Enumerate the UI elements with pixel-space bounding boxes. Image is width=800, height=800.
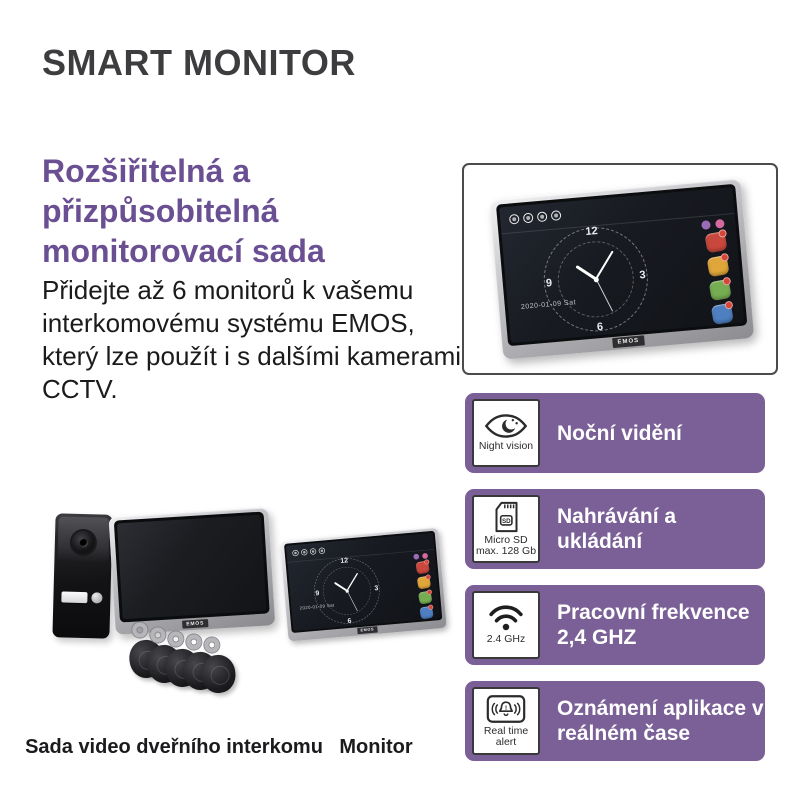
- wifi-icon: [488, 604, 524, 632]
- wifi-iconbox: [472, 591, 540, 659]
- monitor-screen: [499, 187, 744, 343]
- feature-realtime-alert: [465, 681, 765, 761]
- monitor-screen: [286, 533, 440, 631]
- kit-monitor-bezel: [114, 512, 270, 623]
- door-intercom-product-image: [52, 513, 112, 638]
- monitor-frame: [490, 178, 755, 359]
- purple-dot-icon: [413, 554, 419, 560]
- call-app-icon: [705, 231, 728, 253]
- intercom-app-icon: [418, 591, 432, 605]
- pink-dot-icon: [715, 219, 725, 229]
- micro-sd-icon: [494, 501, 519, 533]
- clock-number-6: 6: [596, 320, 604, 334]
- brand-label: EMOS: [182, 619, 208, 629]
- intro-heading: Rozšiřitelná a přizpůsobitelná monitorovací sada: [42, 153, 325, 269]
- clock-number-3: 3: [638, 268, 647, 282]
- clock-center-cap: [593, 277, 598, 282]
- screen-status-icons: [509, 210, 562, 224]
- night-vision-icon: [484, 413, 528, 439]
- icon-caption: Micro SD max. 128 Gb: [475, 533, 537, 557]
- icon-caption: 2.4 GHz: [486, 633, 526, 646]
- micro-sd-iconbox: [472, 495, 540, 563]
- call-app-icon: [415, 561, 429, 575]
- monitor-bezel: [284, 531, 442, 633]
- screen-app-icons: [705, 232, 733, 324]
- clock-number-12: 12: [584, 224, 599, 239]
- monitor-bezel: [496, 184, 747, 346]
- feature-label: Pracovní frekvence 2,4 GHZ: [557, 601, 750, 649]
- pink-dot-icon: [422, 553, 428, 559]
- clock-number-3: 3: [374, 584, 379, 593]
- intro-description: Přidejte až 6 monitorů k vašemu interkomovému systému EMOS, který lze použít i s dalšími kamerami CCTV.: [42, 275, 462, 404]
- feature-recording: [465, 489, 765, 569]
- kit-monitor-screen: [117, 515, 267, 620]
- real-time-alert-iconbox: [472, 687, 540, 755]
- icon-caption: Real time alert: [483, 724, 529, 748]
- night-vision-iconbox: [472, 399, 540, 467]
- clock-center-cap: [345, 589, 348, 592]
- files-app-icon: [417, 576, 431, 590]
- feature-label: Oznámení aplikace v reálném čase: [557, 697, 764, 745]
- screen-date-text: 2020-01-09 Sat: [520, 299, 577, 311]
- feature-label: Noční vidění: [557, 421, 682, 445]
- screen-status-icons: [292, 547, 325, 556]
- page-title: SMART MONITOR: [42, 42, 356, 83]
- monitor-product-image-small: [284, 534, 443, 635]
- brand-label: EMOS: [612, 335, 644, 348]
- clock-number-9: 9: [545, 277, 553, 290]
- settings-app-icon: [419, 606, 433, 620]
- svg-text:!: !: [504, 704, 508, 712]
- purple-dot-icon: [701, 220, 711, 230]
- screen-app-icons: [416, 561, 434, 619]
- real-time-alert-icon: [486, 694, 526, 724]
- feature-frequency: [465, 585, 765, 665]
- intercom-app-icon: [709, 279, 732, 301]
- kit-monitor-product-image: [109, 507, 276, 635]
- screen-clock: [539, 223, 652, 336]
- monitor-frame: [280, 527, 447, 641]
- clock-number-6: 6: [347, 617, 352, 625]
- settings-app-icon: [711, 303, 734, 325]
- hero-image-box: [462, 163, 778, 375]
- small-monitor-product-image: [284, 534, 443, 635]
- fob-ring: [203, 637, 219, 653]
- caption-intercom-set: Sada video dveřního interkomu: [25, 736, 323, 758]
- caption-monitor: Monitor: [339, 736, 413, 758]
- feature-label: Nahrávání a ukládání: [557, 505, 677, 553]
- kit-monitor-frame: [109, 507, 276, 635]
- clock-number-9: 9: [315, 589, 320, 598]
- brand-label: EMOS: [357, 626, 377, 634]
- fob-body: [200, 653, 238, 694]
- rfid-key-fob: [197, 635, 240, 704]
- screen-date-text: 2020-01-09 Sat: [299, 603, 335, 611]
- monitor-product-image: [496, 189, 748, 349]
- door-button: [61, 591, 87, 603]
- screen-clock: [311, 555, 382, 626]
- svg-text:SD: SD: [501, 517, 511, 525]
- screen-indicator-dots: [701, 219, 725, 230]
- files-app-icon: [707, 255, 730, 277]
- feature-night-vision: [465, 393, 765, 473]
- clock-number-12: 12: [340, 556, 349, 565]
- icon-caption: Night vision: [478, 440, 534, 453]
